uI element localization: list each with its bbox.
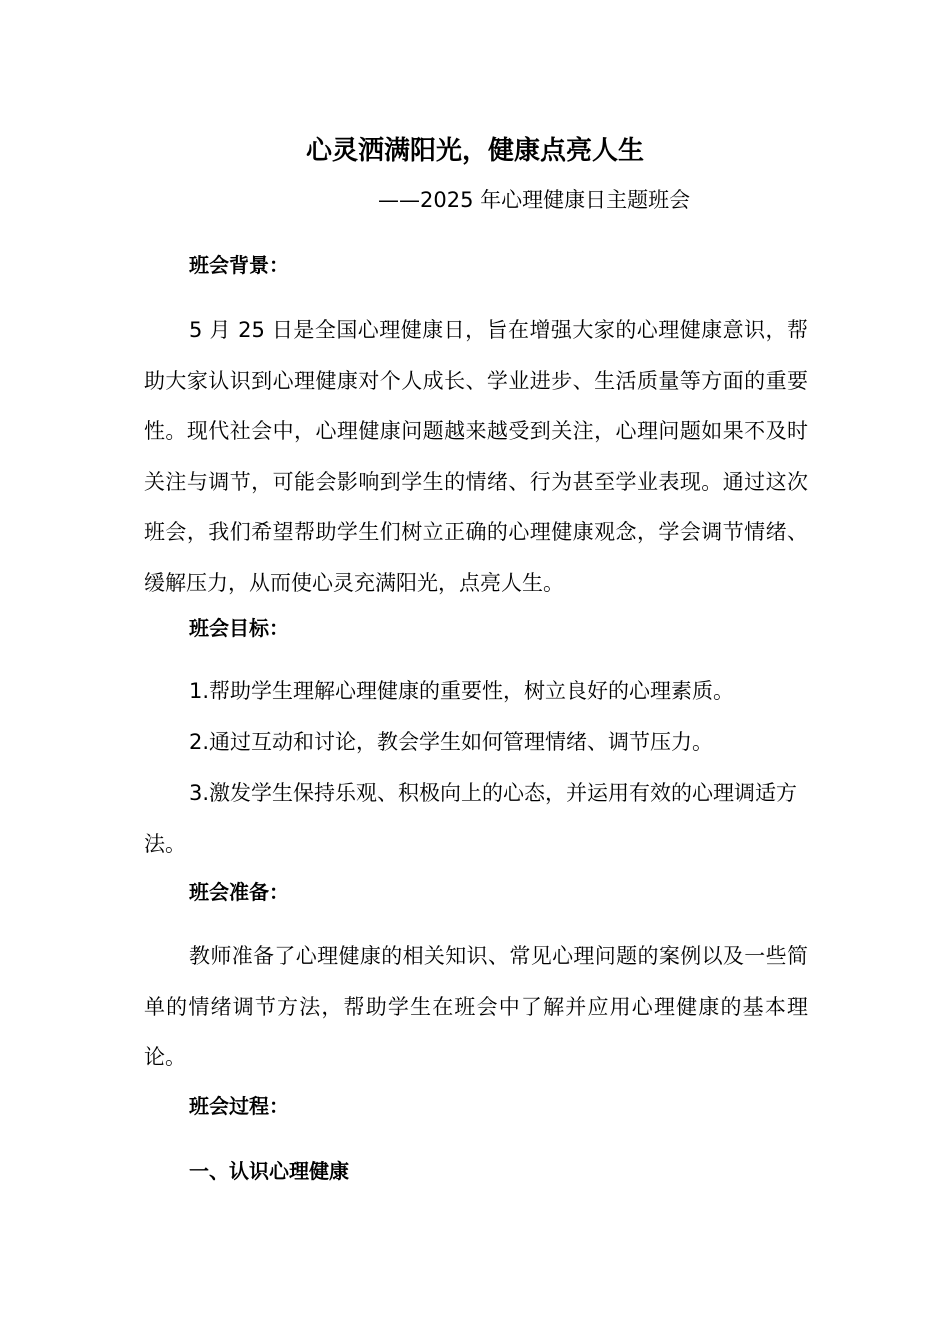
- goal-item-1: 1.帮助学生理解心理健康的重要性，树立良好的心理素质。: [189, 679, 735, 703]
- goal-item-3: 3.激发学生保持乐观、积极向上的心态，并运用有效的心理调适方法。: [144, 781, 798, 856]
- goal-item-2: 2.通过互动和讨论，教会学生如何管理情绪、调节压力。: [189, 730, 714, 754]
- background-heading: 班会背景：: [189, 253, 289, 277]
- document-subtitle: ——2025 年心理健康日主题班会: [378, 188, 691, 212]
- preparation-heading: 班会准备：: [189, 880, 289, 904]
- preparation-paragraph: 教师准备了心理健康的相关知识、常见心理问题的案例以及一些简单的情绪调节方法，帮助学生在班会中了解并应用心理健康的基本理论。: [144, 944, 808, 1069]
- process-heading: 班会过程：: [189, 1094, 289, 1118]
- document-title: 心灵洒满阳光，健康点亮人生: [305, 136, 644, 166]
- goals-heading: 班会目标：: [189, 616, 289, 640]
- process-subheading: 一、认识心理健康: [189, 1159, 349, 1183]
- background-paragraph: 5 月 25 日是全国心理健康日，旨在增强大家的心理健康意识，帮助大家认识到心理健康对个人成长、学业进步、生活质量等方面的重要性。现代社会中，心理健康问题越来越受到关注，心理问题如果不及时关注与调节，可能会影响到学生的情绪、行为甚至学业表现。通过这次班会，我们希望帮助学生们树立正确的心理健康观念，学会调节情绪、缓解压力，从而使心灵充满阳光，点亮人生。: [144, 318, 808, 595]
